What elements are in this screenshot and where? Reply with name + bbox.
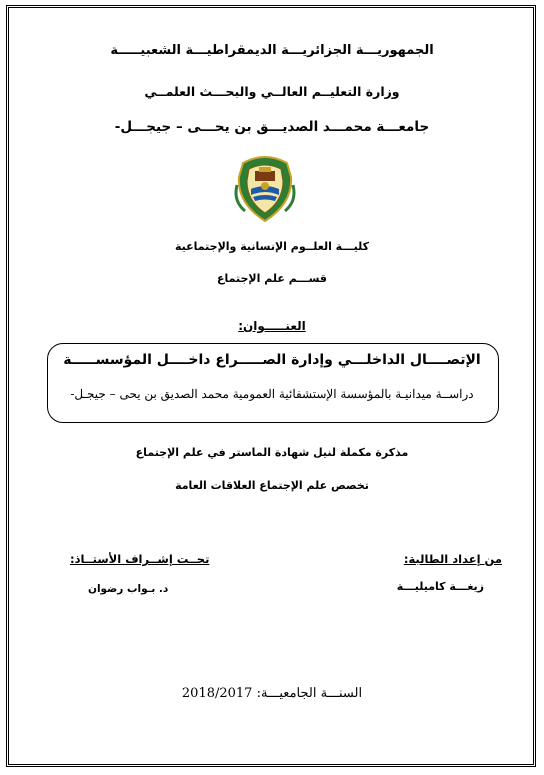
memo-description: مذكرة مكملة لنيل شهادة الماستر في علم الإجتماع	[135, 446, 409, 459]
supervisor-label: تحــت إشــراف الأستــاذ:	[70, 552, 210, 566]
academic-year: السنـــة الجامعيـــة: 2018/2017	[181, 686, 363, 701]
thesis-title: الإتصــــال الداخلـــي وإدارة الصـــــراع داخــــل المؤسســـــة	[63, 352, 481, 368]
student-name: زيغـــة كاميليـــة	[396, 580, 484, 593]
title-label: العنـــــوان:	[238, 319, 306, 333]
university-heading: جامعـــة محمـــد الصديـــق بن يحـــى – جيجـــل-	[114, 119, 430, 135]
ministry-heading: وزارة التعليــم العالــي والبحـــث العلمــي	[144, 84, 400, 99]
thesis-subtitle: دراســة ميدانيـة بالمؤسسة الإستشفائية العمومية محمد الصديق بن يحى – جيجـل-	[70, 387, 474, 401]
republic-heading: الجمهوريـــة الجزائريـــة الديمقراطيـــة الشعبيـــــة	[110, 43, 434, 58]
faculty-name: كليـــة العلــوم الإنسانية والإجتماعية	[175, 240, 369, 253]
specialty-description: تخصص علم الإجتماع العلاقات العامة	[175, 479, 369, 492]
department-name: قســـم علم الإجتماع	[217, 272, 327, 285]
university-logo-icon	[233, 155, 297, 223]
student-label: من إعداد الطالبة:	[403, 552, 502, 566]
supervisor-name: د. بـواب رضوان	[88, 583, 169, 595]
